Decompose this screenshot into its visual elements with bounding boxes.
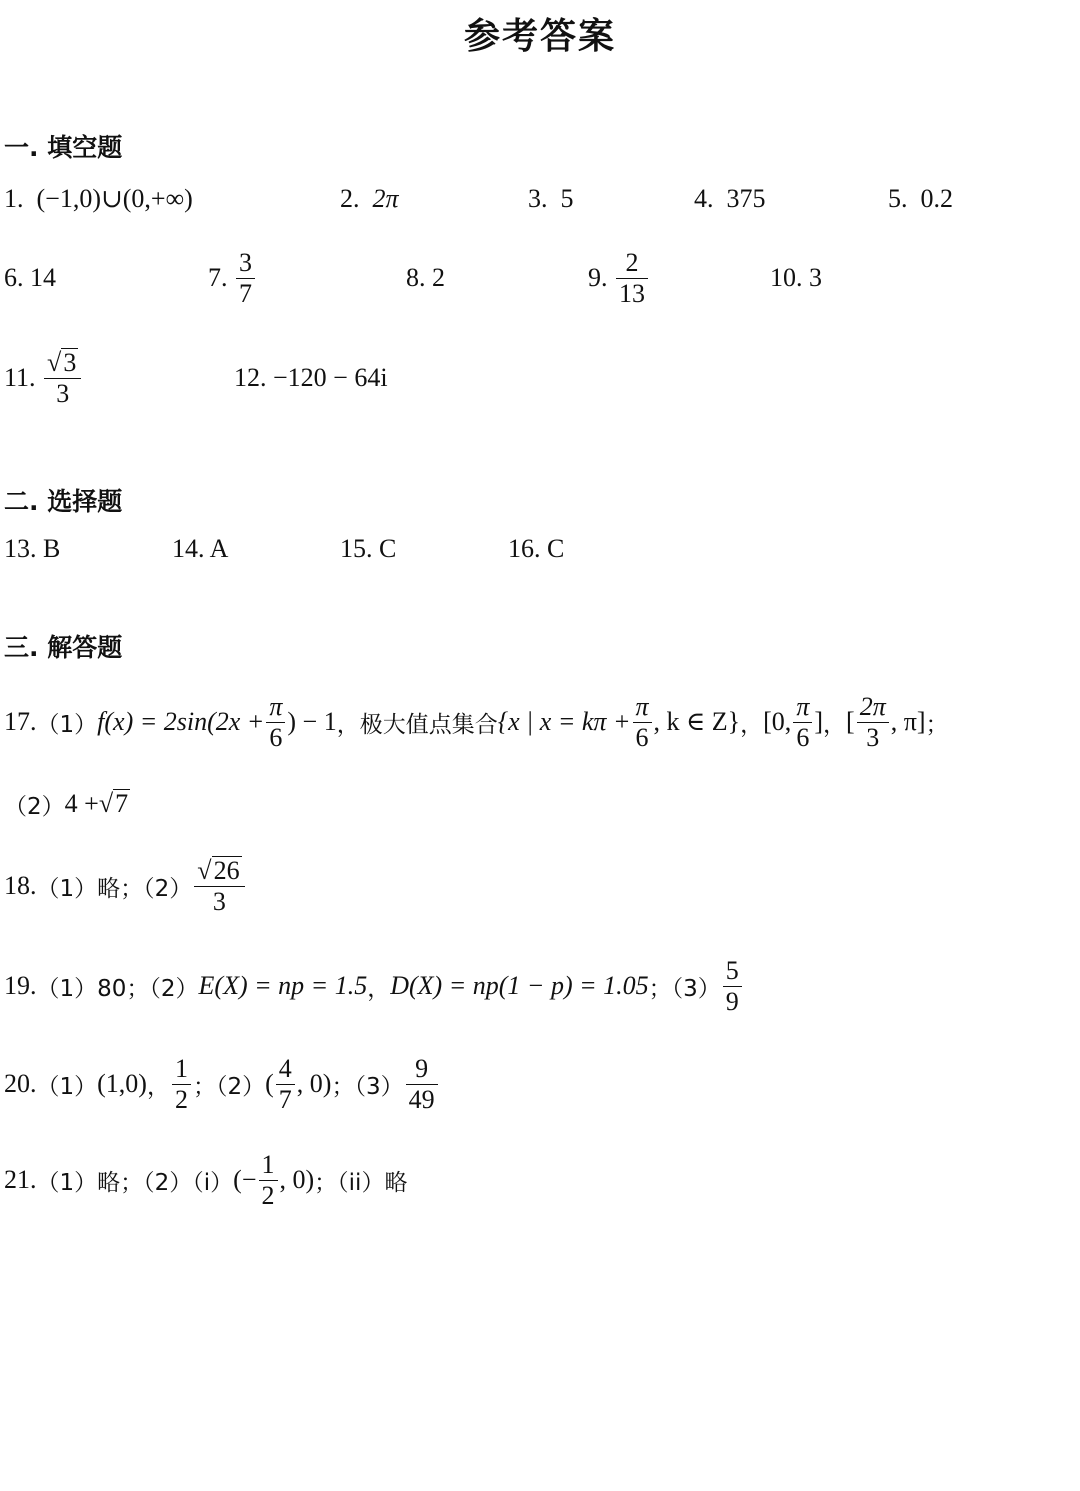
answer-19-fraction [723,956,742,1015]
answer-8-number: 8. [406,263,426,292]
answer-17-interval1-pi: π [793,692,812,722]
answer-6 [4,243,56,313]
answer-17-number: 17. [4,707,37,736]
answer-17-part2-label: （2） [4,793,65,820]
answer-11-sqrt [47,348,78,378]
answer-5-number: 5. [888,184,908,213]
answer-11-denominator: 3 [56,378,70,408]
answer-4-number: 4. [694,184,714,213]
answer-17-set-end: , k ∈ Z} [653,707,741,736]
answer-17-interval1-start: [0, [763,707,792,736]
answer-19-denominator: 9 [725,986,739,1016]
answer-3-number: 3. [528,184,548,213]
answer-17-sqrt [99,789,130,819]
answer-17-interval1-fraction [793,692,812,751]
answer-21-paren-open: (− [233,1165,257,1194]
answer-20-numerator3: 9 [406,1054,438,1084]
answer-7-numerator: 3 [236,248,255,278]
answer-17-radicand: 7 [115,789,129,818]
answer-21-paren-close: , 0) [279,1165,315,1194]
answer-17-part1 [4,684,949,760]
answer-20-paren-open: ( [265,1069,274,1098]
answer-18-number: 18. [4,871,37,900]
answer-6-number: 6. [4,263,24,292]
answer-16: 16. C [508,534,565,563]
answer-19-part3-label: ；（3） [648,975,721,1002]
answer-18-fraction [194,856,244,916]
answer-2-number: 2. [340,184,360,213]
answer-17-pi-over-6 [266,692,285,751]
answer-5 [888,184,953,214]
answer-20 [4,1046,440,1122]
answer-17-pi: π [266,692,285,722]
answer-7-number: 7. [208,263,228,292]
answer-11 [4,340,83,416]
answer-20-denominator1: 2 [174,1084,188,1114]
answer-3-value: 5 [560,184,574,213]
radical-sign-icon: √ [98,789,114,818]
answer-20-sep: ， [146,1073,170,1100]
answer-6-value: 14 [30,263,56,292]
answer-7-fraction [236,248,255,307]
answer-2-value: 2π [372,184,399,213]
answer-17-sep2: ， [823,711,847,738]
answer-20-point: (1,0) [97,1069,147,1098]
answer-17-six: 6 [269,722,283,752]
answer-12-value: −120 − 64i [273,363,388,392]
answer-20-denominator3: 49 [408,1084,435,1114]
answer-18-sqrt [197,856,241,886]
answer-1-value: (−1,0)∪(0,+∞) [36,184,193,213]
answer-17-interval1-end: ] [814,707,824,736]
answer-11-radicand: 3 [63,348,77,378]
answer-4 [694,184,766,214]
answer-9-denominator: 13 [619,278,645,308]
answer-20-fraction3 [406,1054,438,1113]
answer-7-denominator: 7 [239,278,252,308]
answer-17-three: 3 [866,722,880,752]
answer-19-number: 19. [4,971,37,1000]
answer-7 [208,243,257,313]
answer-18-radicand: 26 [213,856,240,886]
answer-20-numerator2: 4 [276,1054,295,1084]
answer-21-number: 21. [4,1165,37,1194]
answer-17-max-label: ，极大值点集合 [336,711,498,738]
answer-12 [234,340,388,416]
answer-19 [4,948,744,1024]
answer-17-function: f(x) = 2sin(2x + [97,707,265,736]
answer-21-part2-text: ；（ii）略 [314,1169,408,1196]
answer-17-interval2-start: [ [846,707,855,736]
radical-sign-icon: √ [47,348,62,378]
answer-5-value: 0.2 [920,184,953,213]
answer-19-expectation: E(X) = np = 1.5 [198,971,368,1000]
answer-17-interval2-fraction [857,692,889,751]
answer-11-fraction [44,348,81,408]
answer-1 [4,184,193,214]
radical-sign-icon: √ [197,856,212,886]
answer-21-text: （1）略；（2）（i） [36,1169,234,1196]
answer-19-text: （1）80；（2） [36,975,199,1002]
answer-17-part2-value: 4 + [64,789,99,818]
answer-17-part2 [4,782,130,826]
answer-18 [4,846,247,926]
answer-19-variance: D(X) = np(1 − p) = 1.05 [390,971,649,1000]
answer-18-numerator [194,856,244,887]
answer-10-number: 10. [770,263,803,292]
answer-17-set-six: 6 [635,722,649,752]
answer-3 [528,184,574,214]
section-fill-heading: 一. 填空题 [4,133,123,162]
answer-9-numerator: 2 [616,248,648,278]
answer-20-fraction1 [172,1054,191,1113]
answer-18-denominator: 3 [212,886,226,916]
answer-4-value: 375 [726,184,766,213]
answer-17-end: ； [925,711,949,738]
answer-17-sep1: ， [740,711,764,738]
answer-19-numerator: 5 [723,956,742,986]
answer-21 [4,1142,407,1218]
answer-10 [770,243,822,313]
answer-11-numerator [44,348,81,379]
answer-14: 14. A [172,534,229,563]
answer-13: 13. B [4,534,61,563]
answer-17-set-fraction [633,692,652,751]
answer-15: 15. C [340,534,397,563]
answer-10-value: 3 [809,263,822,292]
answer-19-sep: ， [367,975,391,1002]
answer-20-denominator2: 7 [278,1084,292,1114]
answer-20-paren-close: , 0) [296,1069,332,1098]
answer-9-fraction [616,248,648,307]
answer-17-set-pi: π [633,692,652,722]
answer-21-denominator: 2 [261,1180,275,1210]
answer-20-number: 20. [4,1069,37,1098]
answer-20-part1-label: （1） [36,1073,98,1100]
answer-18-text: （1）略；（2） [36,875,193,902]
answer-17-function-end: ) − 1 [287,707,337,736]
page-title: 参考答案 [463,16,616,57]
section-solve-heading: 三. 解答题 [4,633,123,662]
answer-20-fraction2 [276,1054,295,1113]
answer-20-part3-label: ；（3） [331,1073,404,1100]
answer-20-numerator1: 1 [172,1054,191,1084]
answer-17-interval1-six: 6 [796,722,810,752]
answer-17-interval2-end: , π] [890,707,926,736]
answer-9-number: 9. [588,263,608,292]
answer-17-two-pi: 2π [857,692,889,722]
answer-12-number: 12. [234,363,267,392]
answer-8-value: 2 [432,263,445,292]
answer-21-fraction [259,1150,278,1209]
answer-1-number: 1. [4,184,24,213]
answer-17-part1-label: （1） [36,711,98,738]
answer-8 [406,243,445,313]
answer-21-numerator: 1 [259,1150,278,1180]
answer-9 [588,243,650,313]
answer-2 [340,184,399,214]
answer-17-set-start: {x | x = kπ + [497,707,631,736]
section-choice-heading: 二. 选择题 [4,487,123,516]
answer-20-part2-label: ；（2） [192,1073,266,1100]
answer-11-number: 11. [4,363,36,392]
